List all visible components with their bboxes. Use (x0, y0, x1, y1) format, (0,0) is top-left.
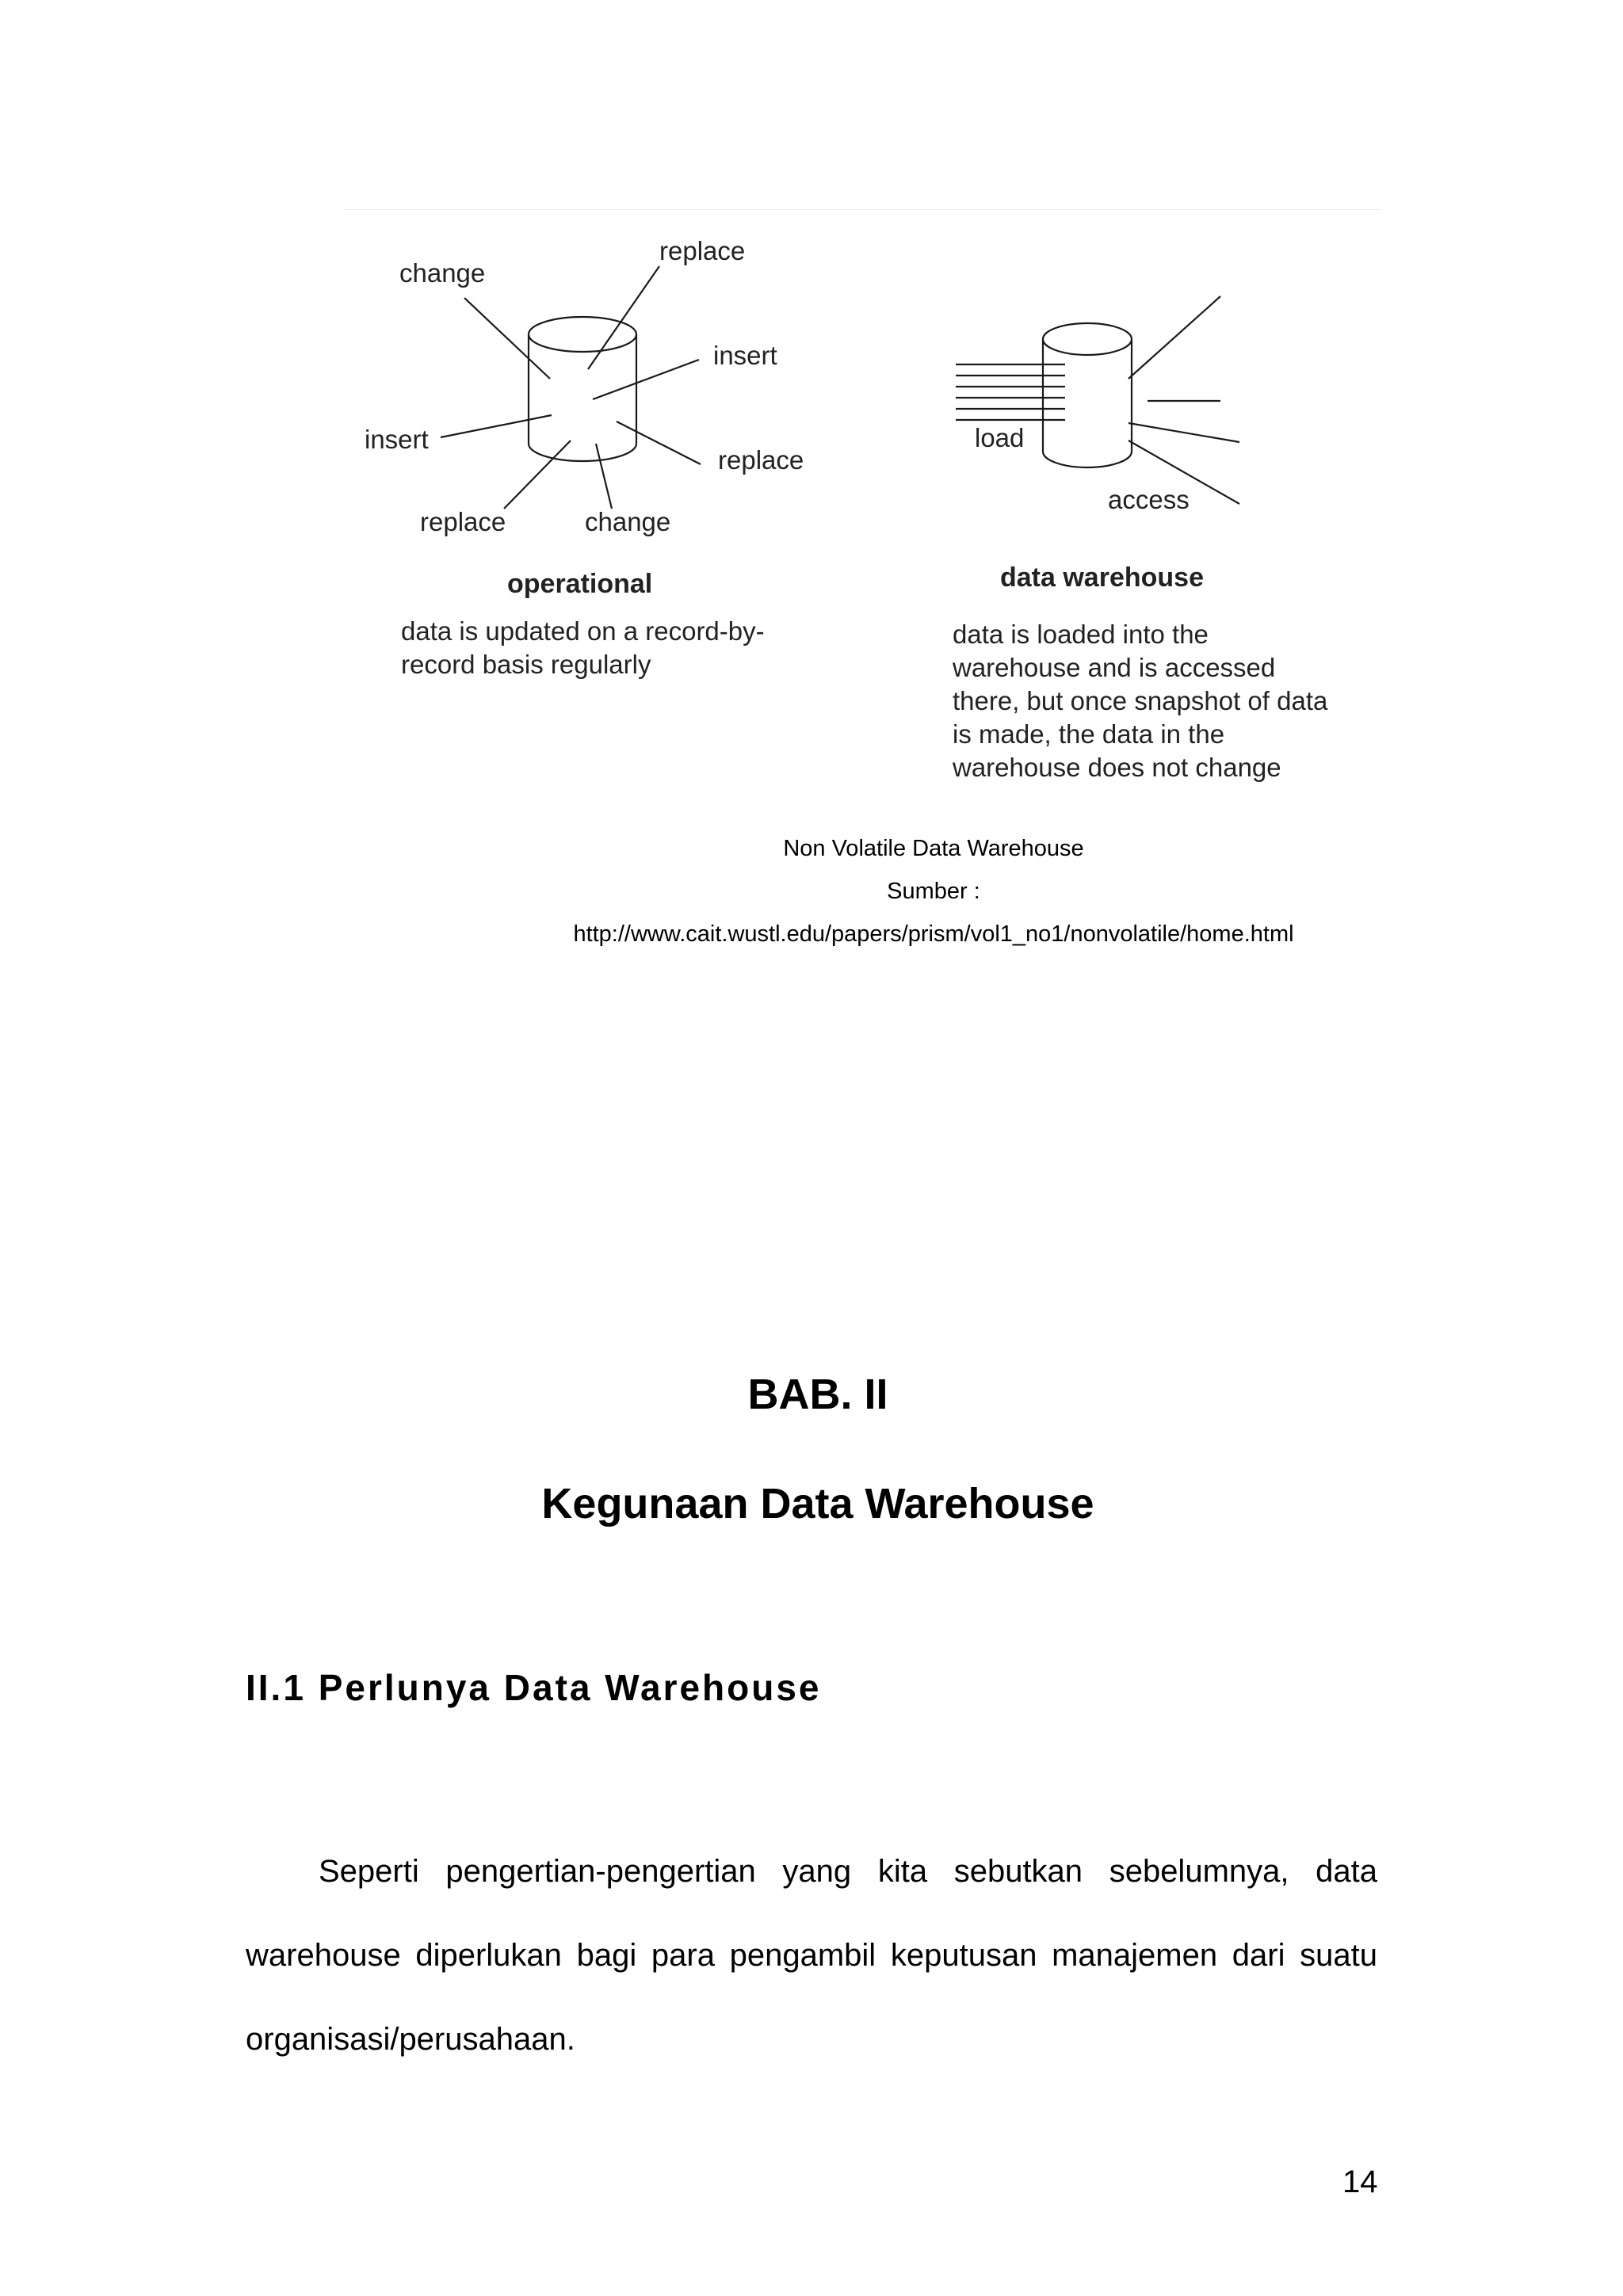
label-load: load (975, 423, 1025, 452)
warehouse-desc-line-4: is made, the data in the (953, 719, 1225, 749)
section-heading: II.1 Perlunya Data Warehouse (246, 1667, 822, 1708)
warehouse-cylinder (1043, 323, 1132, 467)
operational-desc-line-2: record basis regularly (401, 650, 651, 679)
label-access: access (1108, 485, 1190, 514)
operational-desc-line-1: data is updated on a record-by- (401, 616, 765, 646)
warehouse-desc-line-3: there, but once snapshot of data (953, 686, 1328, 715)
paragraph-line-1: Seperti pengertian-pengertian yang kita sebutkan sebelumnya, data (319, 1854, 1377, 1889)
figure-caption-source-label: Sumber : (887, 879, 980, 904)
chapter-number: BAB. II (747, 1371, 888, 1418)
label-change-top: change (399, 258, 486, 288)
warehouse-desc-line-1: data is loaded into the (953, 620, 1209, 649)
figure-caption-title: Non Volatile Data Warehouse (783, 836, 1084, 861)
load-lines (956, 364, 1065, 420)
chapter-title: Kegunaan Data Warehouse (541, 1480, 1094, 1527)
label-replace-right: replace (718, 445, 804, 475)
operational-arrows (441, 266, 701, 509)
warehouse-title: data warehouse (1000, 563, 1204, 593)
label-replace-top: replace (659, 236, 746, 265)
paragraph-line-2: warehouse diperlukan bagi para pengambil keputusan manajemen dari suatu (246, 1938, 1377, 1973)
paragraph-line-3: organisasi/perusahaan. (246, 2022, 575, 2057)
figure-caption-source-url: http://www.cait.wustl.edu/papers/prism/vol1_no1/nonvolatile/home.html (573, 921, 1294, 947)
label-change-bottom: change (585, 507, 671, 536)
page-number: 14 (1342, 2164, 1378, 2199)
label-insert-left: insert (365, 425, 429, 454)
label-replace-bottom: replace (420, 507, 506, 536)
access-lines (1128, 296, 1239, 504)
operational-title: operational (507, 569, 653, 599)
label-insert-right: insert (713, 341, 777, 370)
warehouse-desc-line-5: warehouse does not change (953, 753, 1281, 782)
warehouse-desc-line-2: warehouse and is accessed (953, 653, 1276, 682)
non-volatile-diagram (0, 0, 1623, 808)
